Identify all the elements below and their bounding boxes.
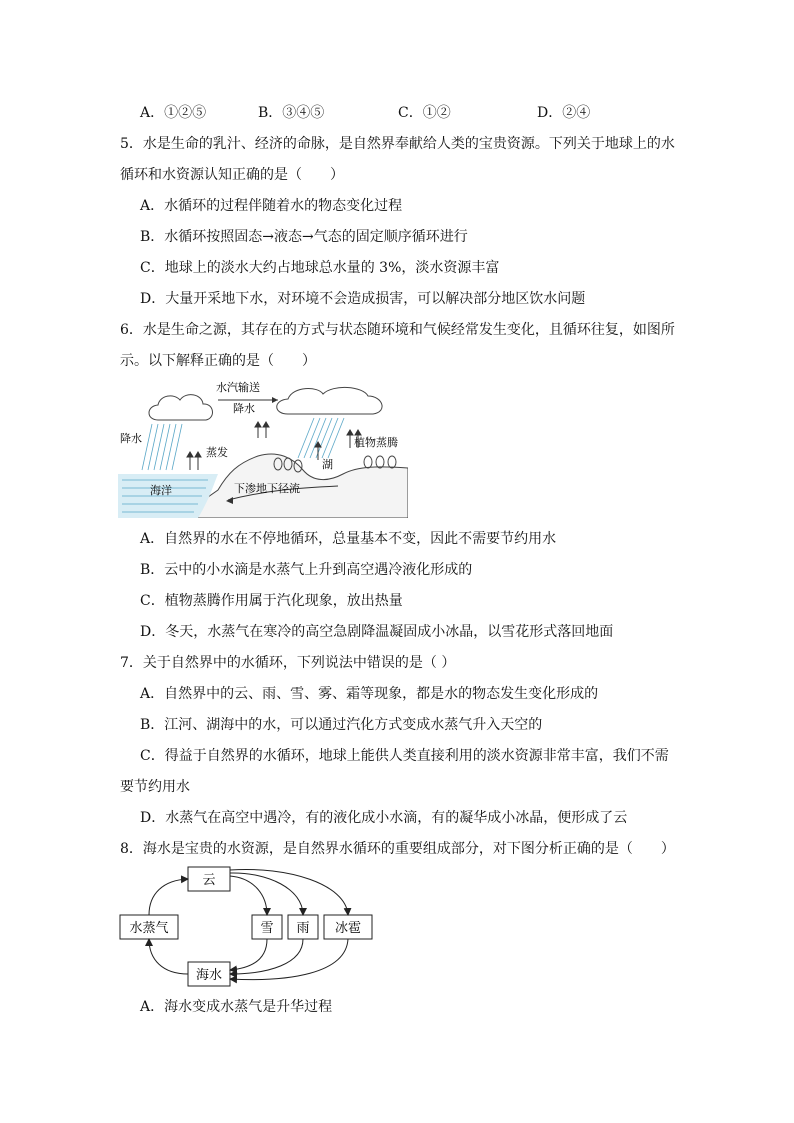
arrow-cloud-snow	[230, 876, 267, 915]
prev-option-c: C．①②	[398, 105, 451, 121]
left-cloud	[149, 395, 212, 420]
q6-option-d: D．冬天，水蒸气在寒冷的高空急剧降温凝固成小冰晶，以雪花形式落回地面	[140, 624, 614, 640]
label-transpiration: 植物蒸腾	[354, 436, 398, 449]
arrow-sea-vapor	[149, 939, 188, 974]
prev-option-a: A．①②⑤	[140, 105, 207, 121]
q7-option-c-line1: C．得益于自然界的水循环，地球上能供人类直接利用的淡水资源非常丰富，我们不需	[140, 748, 669, 764]
q5-option-b: B．水循环按照固态→液态→气态的固定顺序循环进行	[140, 229, 468, 245]
right-rain	[298, 418, 344, 458]
label-snow: 雪	[260, 921, 274, 936]
label-ocean: 海洋	[150, 484, 172, 497]
q5-option-c: C．地球上的淡水大约占地球总水量的 3%，淡水资源丰富	[140, 260, 500, 276]
q7-option-a: A．自然界中的云、雨、雪、雾、霜等现象，都是水的物态发生变化形成的	[140, 686, 599, 702]
q6-option-b: B．云中的小水滴是水蒸气上升到高空遇冷液化形成的	[140, 562, 473, 578]
prev-option-d: D．②④	[537, 105, 591, 121]
label-rain: 雨	[296, 921, 310, 936]
label-runoff: 下渗地下径流	[234, 482, 300, 495]
label-evaporation: 蒸发	[206, 446, 228, 459]
arrow-snow-sea	[230, 939, 267, 970]
q8-stem: 8．海水是宝贵的水资源，是自然界水循环的重要组成部分，对下图分析正确的是（ ）	[120, 841, 675, 857]
prev-option-b: B．③④⑤	[258, 105, 325, 121]
q7-option-b: B．江河、湖海中的水，可以通过汽化方式变成水蒸气升入天空的	[140, 717, 543, 733]
label-rain-left: 降水	[120, 432, 142, 445]
q7-stem: 7．关于自然界中的水循环，下列说法中错误的是（ ）	[120, 655, 456, 671]
q8-cycle-diagram	[118, 864, 378, 990]
q5-stem-line1: 5．水是生命的乳汁、经济的命脉，是自然界奉献给人类的宝贵资源。下列关于地球上的水	[120, 136, 675, 152]
left-rain	[142, 424, 182, 470]
label-cloud: 云	[202, 873, 216, 888]
q6-stem-line1: 6．水是生命之源，其存在的方式与状态随环境和气候经常发生变化，且循环往复，如图所	[120, 322, 675, 338]
q5-stem-line2: 循环和水资源认知正确的是（ ）	[120, 167, 344, 183]
q7-option-d: D．水蒸气在高空中遇冷，有的液化成小水滴，有的凝华成小冰晶，便形成了云	[140, 810, 628, 826]
q6-stem-line2: 示。以下解释正确的是（ ）	[120, 353, 316, 369]
q6-option-a: A．自然界的水在不停地循环，总量基本不变，因此不需要节约用水	[140, 531, 557, 547]
label-sea: 海水	[195, 968, 223, 983]
label-transport: 水汽输送	[216, 381, 260, 394]
arrow-vapor-cloud	[149, 879, 188, 915]
q5-option-d: D．大量开采地下水，对环境不会造成损害，可以解决部分地区饮水问题	[140, 291, 586, 307]
q6-option-c: C．植物蒸腾作用属于汽化现象，放出热量	[140, 593, 403, 609]
arrow-cloud-hail	[230, 869, 348, 915]
q5-option-a: A．水循环的过程伴随着水的物态变化过程	[140, 198, 403, 214]
label-hail: 冰雹	[334, 921, 362, 936]
label-rain-top: 降水	[233, 402, 255, 415]
water-cycle-figure	[118, 378, 408, 518]
label-lake: 湖	[322, 458, 333, 471]
q7-option-c-line2: 要节约用水	[120, 779, 190, 795]
right-cloud	[277, 387, 382, 414]
label-vapor: 水蒸气	[129, 921, 169, 936]
q8-option-a: A．海水变成水蒸气是升华过程	[140, 999, 333, 1015]
